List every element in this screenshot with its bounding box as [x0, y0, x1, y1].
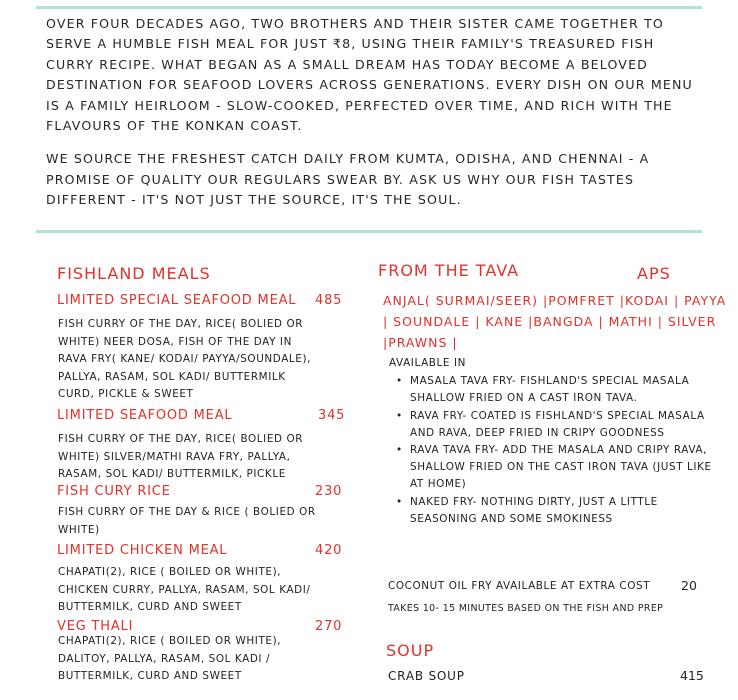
- prep-time-note: TAKES 10- 15 MINUTES BASED ON THE FISH AND PREP: [388, 603, 664, 614]
- menu-item-price: 485: [315, 293, 343, 308]
- bullet-icon: •: [396, 444, 403, 457]
- list-item: • MASALA TAVA FRY- FISHLAND'S SPECIAL MASALA SHALLOW FRIED ON A CAST IRON TAVA.: [396, 375, 690, 404]
- fish-varieties-list: ANJAL( SURMAI/SEER) |POMFRET |KODAI | PAYYA | SOUNDALE | KANE |BANGDA | MATHI | SILVER |PRAWNS |: [383, 293, 727, 350]
- menu-item-description: FISH CURRY OF THE DAY, RICE( BOLIED OR WHITE) NEER DOSA, FISH OF THE DAY IN RAVA FRY( KANE/ KODAI/ PAYYA/SOUNDALE), PALLYA, RASAM, SOL KADI/ BUTTERMILK CURD, PICKLE & SWEET: [58, 318, 312, 401]
- menu-item-description: FISH CURRY OF THE DAY, RICE( BOLIED OR WHITE) SILVER/MATHI RAVA FRY, PALLYA, RASAM, SOL KADI/ BUTTERMILK, PICKLE: [58, 433, 304, 481]
- menu-item-price: 230: [315, 484, 343, 499]
- bullet-icon: •: [396, 375, 403, 387]
- menu-item-price: 345: [318, 408, 346, 423]
- intro-price: ₹8: [332, 36, 352, 52]
- list-item: • RAVA FRY- COATED IS FISHLAND'S SPECIAL MASALA AND RAVA, DEEP FRIED IN CRIPY GOODNESS: [396, 409, 705, 439]
- from-the-tava-heading: FROM THE TAVA: [378, 261, 520, 280]
- section-divider: [36, 230, 702, 233]
- coconut-oil-price: 20: [681, 578, 697, 593]
- fishland-meals-heading: FISHLAND MEALS: [57, 264, 211, 283]
- menu-item-description: CHAPATI(2), RICE ( BOILED OR WHITE), DALITOY, PALLYA, RASAM, SOL KADI / BUTTERMILK, CURD AND SWEET: [58, 635, 282, 683]
- menu-item-price: 420: [315, 543, 343, 558]
- available-in-label: AVAILABLE IN: [389, 357, 467, 369]
- fry-styles-list: [396, 373, 721, 528]
- top-divider: [36, 6, 702, 9]
- soup-item-name: CRAB SOUP: [388, 669, 465, 683]
- intro-paragraph-1: OVER FOUR DECADES AGO, TWO BROTHERS AND THEIR SISTER CAME TOGETHER TO SERVE A HUMBLE FISH MEAL FOR JUST ₹8, USING THEIR FAMILY'S TREASURED FISH CURRY RECIPE. WHAT BEGAN AS A SMALL DREAM HAS TODAY BECOME A BELOVED DESTINATION FOR SEAFOOD LOVERS ACROSS GENERATIONS. EVERY DISH ON OUR MENU IS A FAMILY HEIRLOOM - SLOW-COOKED, PERFECTED OVER TIME, AND RICH WITH THE FLAVOURS OF THE KONKAN COAST.: [46, 16, 693, 134]
- intro-paragraph-2: WE SOURCE THE FRESHEST CATCH DAILY FROM KUMTA, ODISHA, AND CHENNAI - A PROMISE OF QUALITY OUR REGULARS SWEAR BY. ASK US WHY OUR FISH TASTES DIFFERENT - IT'S NOT JUST THE SOURCE, IT'S THE SOUL.: [46, 151, 650, 208]
- menu-item-price: 270: [315, 619, 343, 634]
- menu-item-name: LIMITED SPECIAL SEAFOOD MEAL: [57, 293, 297, 308]
- menu-item-name: LIMITED SEAFOOD MEAL: [57, 408, 233, 423]
- bullet-icon: •: [396, 409, 403, 422]
- aps-label: APS: [637, 264, 671, 283]
- soup-heading: SOUP: [386, 641, 435, 660]
- list-item: • NAKED FRY- NOTHING DIRTY, JUST A LITTLE SEASONING AND SOME SMOKINESS: [396, 495, 658, 525]
- menu-item-name: VEG THALI: [57, 619, 134, 634]
- bullet-icon: •: [396, 495, 403, 508]
- menu-item-name: LIMITED CHICKEN MEAL: [57, 543, 228, 558]
- soup-item-price: 415: [680, 668, 704, 683]
- menu-item-name: FISH CURY RICE: [57, 484, 171, 499]
- menu-item-description: CHAPATI(2), RICE ( BOILED OR WHITE), CHICKEN CURRY, PALLYA, RASAM, SOL KADI/ BUTTERMILK, CURD AND SWEET: [58, 566, 311, 614]
- intro-text: [46, 14, 706, 211]
- menu-item-description: FISH CURRY OF THE DAY & RICE ( BOLIED OR WHITE): [58, 506, 316, 536]
- list-item: • RAVA TAVA FRY- ADD THE MASALA AND CRIPY RAVA, SHALLOW FRIED ON THE CAST IRON TAVA (JUST LIKE AT HOME): [396, 444, 712, 491]
- coconut-oil-note: COCONUT OIL FRY AVAILABLE AT EXTRA COST: [388, 580, 651, 592]
